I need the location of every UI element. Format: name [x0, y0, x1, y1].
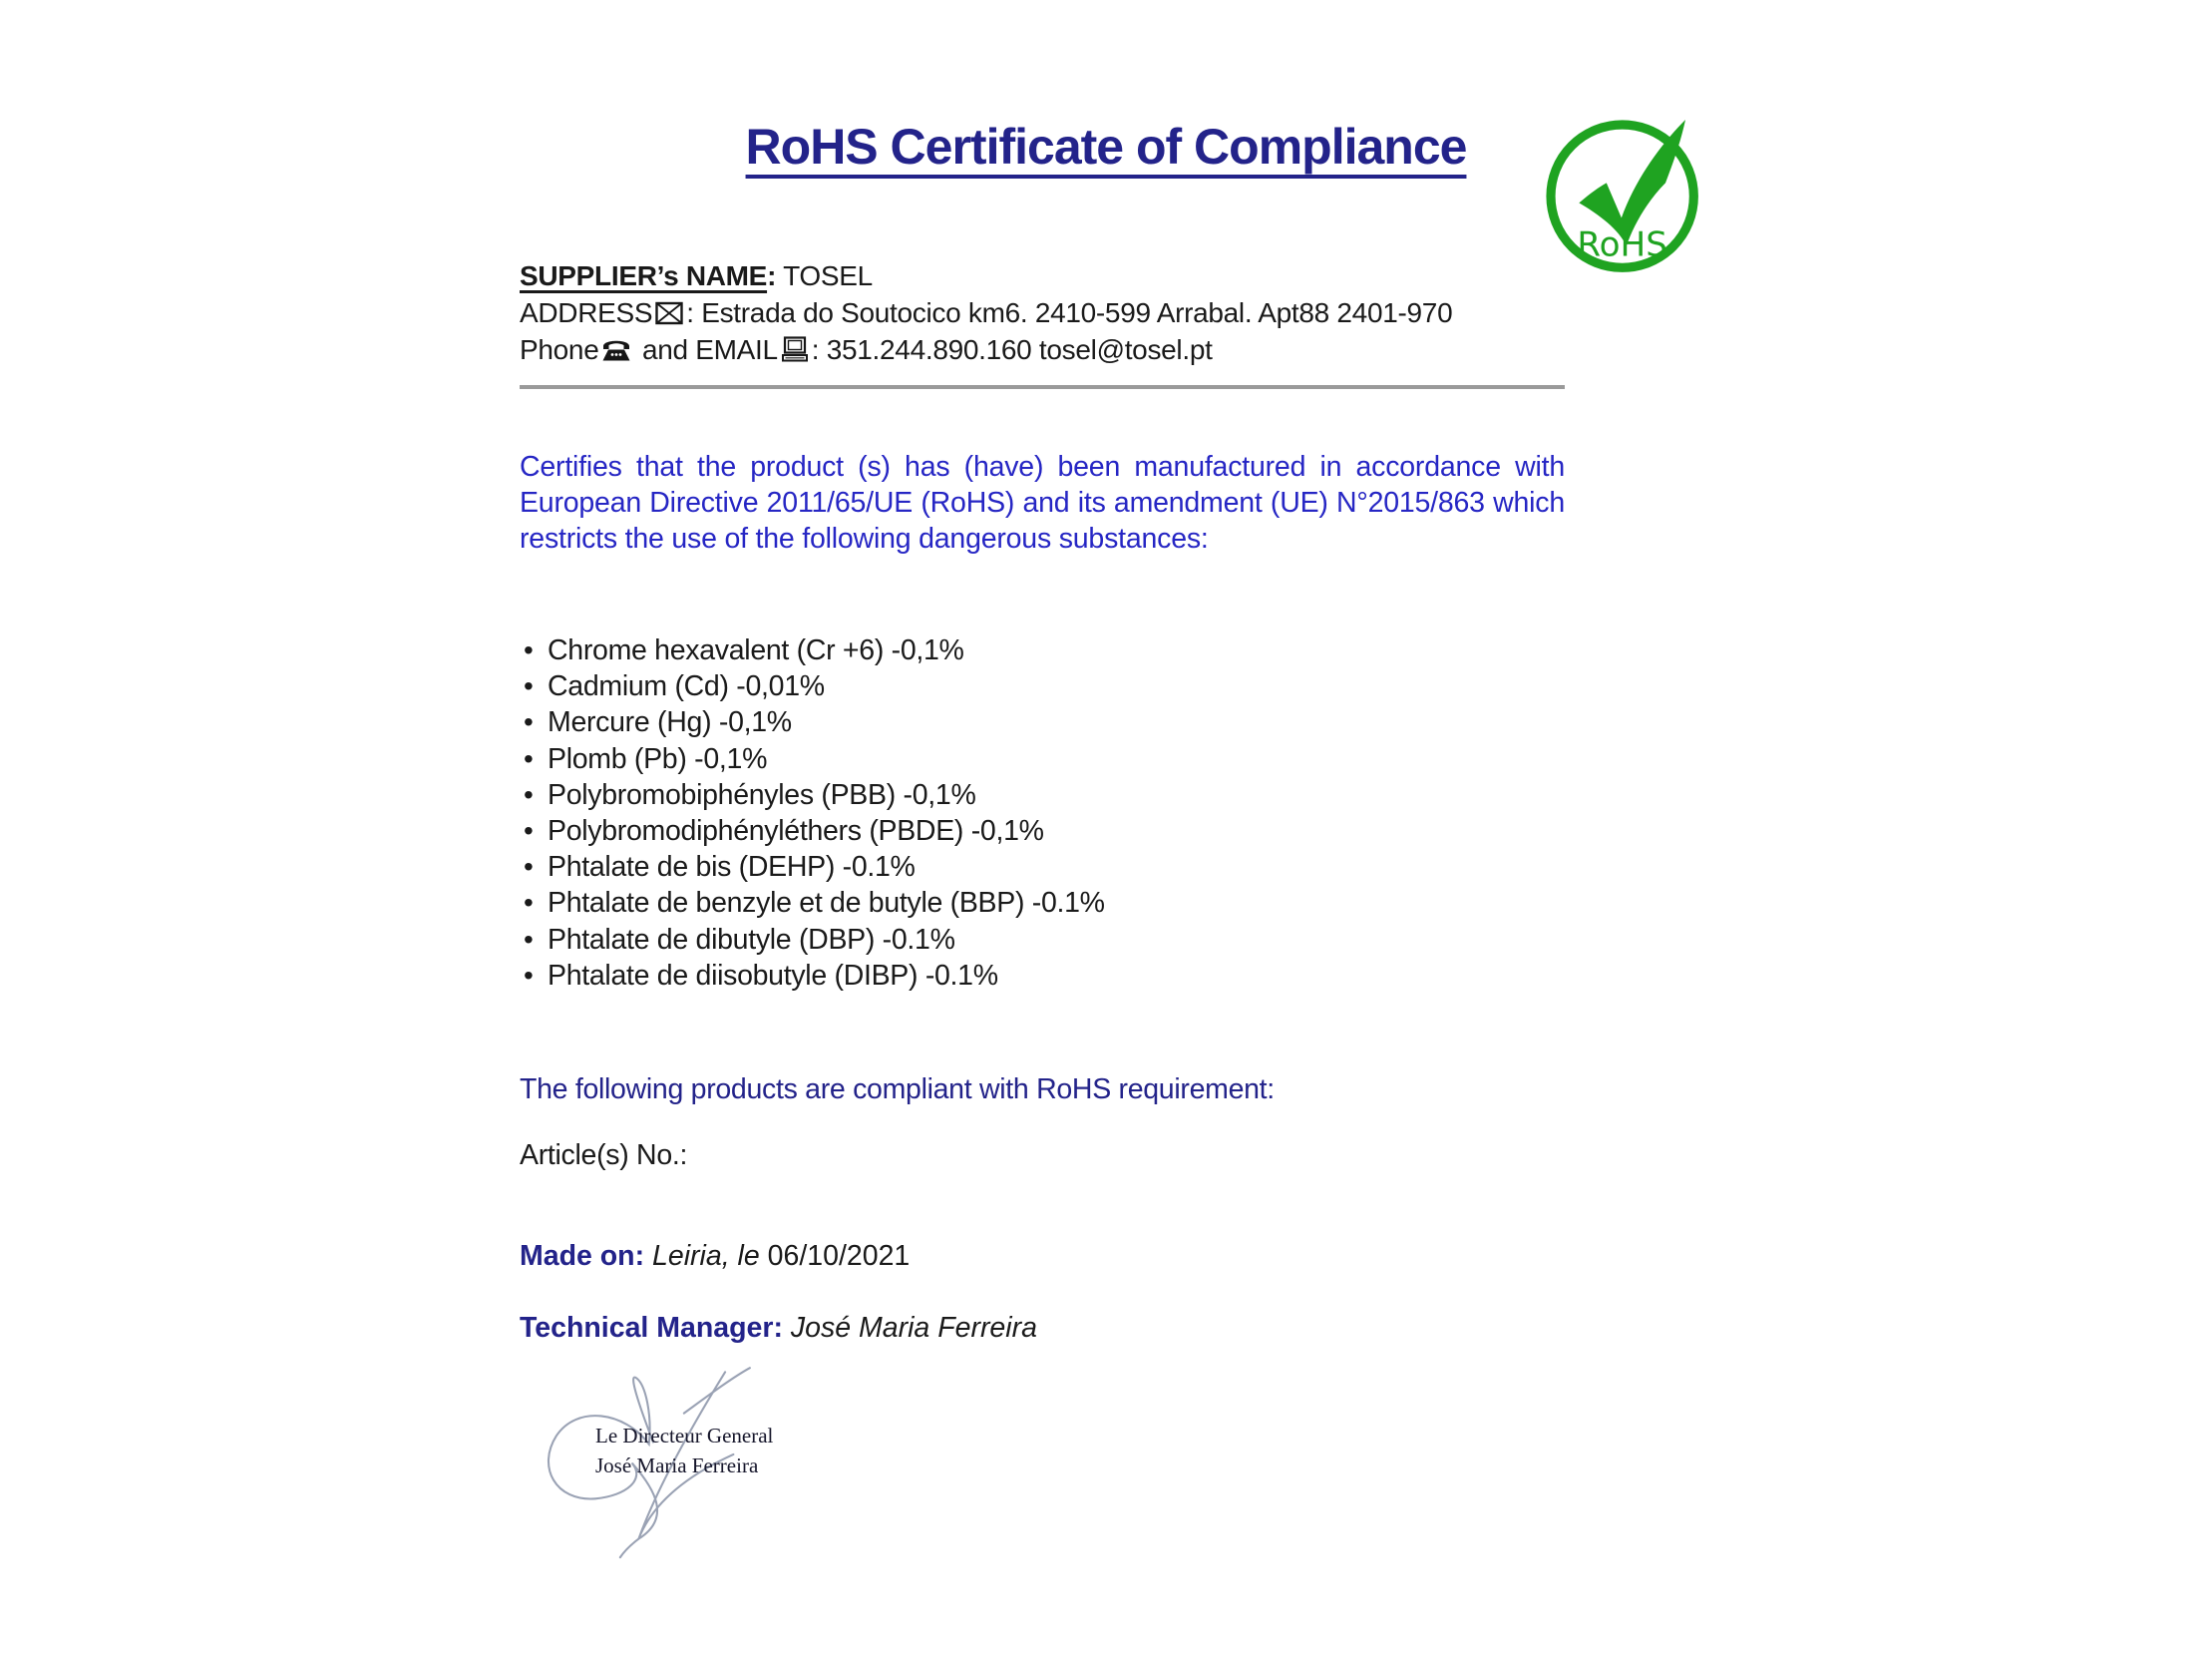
made-on-label: Made on:	[520, 1240, 645, 1272]
rohs-logo	[1541, 100, 1715, 279]
address-value: : Estrada do Soutocico km6. 2410-599 Arrabal. Apt88 2401-970	[686, 297, 1453, 328]
signature-scribble	[530, 1365, 849, 1614]
section-divider	[520, 385, 1565, 389]
substance-item	[524, 922, 1105, 958]
substance-text: Phtalate de bis (DEHP) -0.1%	[548, 851, 916, 884]
phone-label: Phone	[520, 334, 599, 365]
substance-item	[524, 958, 1105, 994]
substance-item	[524, 885, 1105, 921]
page-title: RoHS Certificate of Compliance	[745, 119, 1467, 175]
supplier-address-line	[520, 294, 1565, 331]
supplier-name-value: TOSEL	[783, 260, 873, 291]
substance-text: Plomb (Pb) -0,1%	[548, 742, 768, 775]
substance-text: Polybromobiphényles (PBB) -0,1%	[548, 778, 976, 811]
contact-value: : 351.244.890.160 tosel@tosel.pt	[811, 334, 1213, 365]
address-label: ADDRESS	[520, 297, 653, 328]
supplier-name-colon: :	[767, 260, 777, 291]
technical-manager-label: Technical Manager:	[520, 1312, 783, 1344]
supplier-name-line	[520, 257, 1565, 294]
bullet-glyph: •	[524, 778, 534, 810]
substance-item	[524, 632, 1105, 668]
substance-item	[524, 668, 1105, 704]
bullet-glyph: •	[524, 923, 534, 955]
signature-line1: Le Directeur General	[595, 1424, 774, 1448]
substance-text: Polybromodiphényléthers (PBDE) -0,1%	[548, 815, 1044, 848]
made-on-line	[520, 1240, 910, 1273]
rohs-logo-text: RoHS	[1577, 224, 1667, 265]
substance-text: Phtalate de benzyle et de butyle (BBP) -0.1%	[548, 887, 1105, 920]
substance-item	[524, 704, 1105, 740]
articles-label: Article(s) No.:	[520, 1139, 688, 1171]
substance-item	[524, 813, 1105, 849]
substance-text: Phtalate de dibutyle (DBP) -0.1%	[548, 923, 955, 956]
substance-text: Cadmium (Cd) -0,01%	[548, 670, 825, 703]
computer-icon	[781, 336, 809, 362]
made-on-date: 06/10/2021	[767, 1240, 911, 1272]
substance-text: Chrome hexavalent (Cr +6) -0,1%	[548, 634, 964, 666]
signature-text	[595, 1421, 773, 1480]
supplier-block	[520, 257, 1565, 368]
bullet-glyph: •	[524, 706, 534, 738]
document-body	[520, 0, 1565, 1659]
substance-text: Phtalate de diisobutyle (DIBP) -0.1%	[548, 959, 998, 992]
bullet-glyph: •	[524, 887, 534, 919]
substance-item	[524, 741, 1105, 777]
technical-manager-line	[520, 1312, 1037, 1345]
bullet-glyph: •	[524, 851, 534, 883]
made-on-place: Leiria, le	[644, 1240, 768, 1272]
rohs-check-icon	[1541, 100, 1715, 279]
supplier-contact-line	[520, 331, 1565, 368]
substance-item	[524, 777, 1105, 813]
signature-block	[530, 1365, 849, 1614]
substances-list	[524, 632, 1105, 994]
supplier-name-label: SUPPLIER’s NAME	[520, 260, 768, 291]
email-label: and EMAIL	[634, 334, 778, 365]
bullet-glyph: •	[524, 670, 534, 702]
bullet-glyph: •	[524, 815, 534, 847]
bullet-glyph: •	[524, 742, 534, 774]
phone-icon	[601, 336, 631, 362]
compliance-statement: The following products are compliant with RoHS requirement:	[520, 1073, 1275, 1105]
certification-paragraph: Certifies that the product (s) has (have) been manufactured in accordance with European Directive 2011/65/UE (RoHS) and its amendment (UE) N°2015/863 which restricts the use of the following dangerous substances:	[520, 451, 1565, 555]
substance-item	[524, 849, 1105, 885]
signature-line2: José Maria Ferreira	[595, 1453, 759, 1477]
bullet-glyph: •	[524, 634, 534, 665]
substance-text: Mercure (Hg) -0,1%	[548, 706, 792, 739]
bullet-glyph: •	[524, 959, 534, 991]
envelope-icon	[655, 301, 683, 325]
technical-manager-name: José Maria Ferreira	[782, 1312, 1037, 1344]
